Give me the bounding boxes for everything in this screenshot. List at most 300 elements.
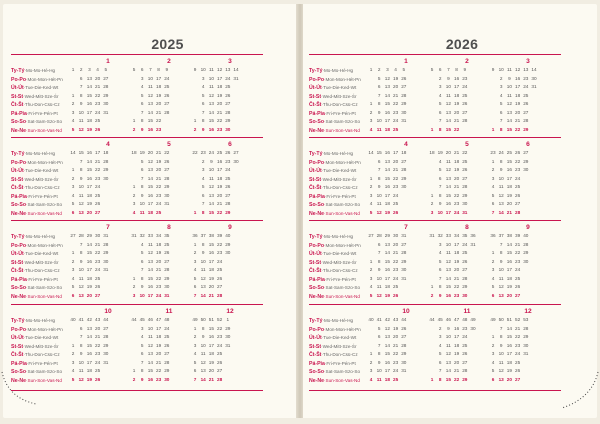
weekday-label [11,201,63,210]
day-cell: 13 [498,292,504,298]
day-cell: 23 [392,184,399,189]
day-cell: 28 [216,292,223,298]
week-number: 11 [208,67,214,72]
day-cell: 26 [401,325,407,331]
day-cell: 10 [498,175,504,181]
day-cell: 26 [164,92,170,98]
weekday-abbr: St-St [309,259,322,266]
day-cell: 18 [453,158,460,164]
weekday-abbr: Út-Út [309,168,322,174]
day-cell: 4 [193,267,197,272]
weekday-label [309,351,361,360]
day-cell: 13 [384,334,390,339]
day-cell: 29 [523,126,529,132]
weekday-names: ·Mo-Mo-Hé-Hg [322,151,354,156]
day-cell: 16 [86,351,92,356]
day-cell: 12 [147,342,153,348]
day-cell: 10 [376,368,382,373]
day-cell: 16 [384,359,390,365]
day-cell: 9 [79,351,83,356]
day-cell: 24 [392,192,399,198]
day-cell: 13 [445,359,451,365]
day-cell: 30 [103,258,109,264]
day-cell: 14 [147,267,153,272]
week-number: 8 [455,67,458,72]
day-cell: 3 [132,292,136,298]
day-cell: 30 [401,184,407,189]
weekday-abbr: Út-Út [11,335,24,341]
week-number: 8 [157,67,160,72]
weekday-abbr: Ty-Tý [309,68,323,74]
day-cell: 7 [377,342,381,348]
day-cell: 25 [392,126,399,132]
day-cell: 5 [193,359,197,365]
day-cell: 1 [193,241,197,247]
day-cell: 28 [462,368,468,373]
day-cell: 27 [401,241,407,247]
weekday-label [11,193,63,202]
day-cell: 27 [401,84,407,89]
weekday-label [11,176,63,185]
day-cell: 1 [193,118,197,123]
day-cell: 17 [147,201,153,206]
day-cell: 11 [376,126,382,132]
week-number: 51 [208,317,214,322]
week-number: 14 [531,67,537,72]
day-cell: 4 [71,275,75,281]
day-cell: 26 [164,342,170,348]
day-cell: 31 [225,342,231,348]
weekday-names: ·Mo-Mo-Hé-Hg [322,68,354,73]
day-cell: 13 [200,284,206,289]
day-cell: 29 [103,167,109,172]
weekday-abbr: Pá-Pia [309,110,325,117]
week-number: 4 [394,67,397,72]
day-cell: 5 [71,201,75,206]
day-cell: 16 [506,167,512,172]
day-cell: 27 [225,192,231,198]
day-cell: 22 [155,118,162,123]
day-cell: 22 [94,250,101,255]
quarter-top-rule [11,220,263,221]
day-cell: 10 [208,75,214,81]
weekday-abbr: Pá-Pia [11,110,27,117]
day-cell: 2 [132,192,136,198]
day-cell: 23 [94,175,101,181]
week-number: 48 [164,317,170,322]
day-cell: 24 [225,167,231,172]
day-cell: 21 [392,250,399,255]
day-cell: 3 [491,351,495,356]
day-cell: 24 [462,84,468,89]
day-cell: 25 [94,192,101,198]
day-cell: 20 [86,292,92,298]
weekday-names: ·Mo-Mo-Hé-Hg [24,234,56,239]
weekday-names: ·Mo-Mo-Hé-Hg [322,318,354,323]
day-cell: 31 [531,84,537,89]
day-cell: 13 [506,109,512,115]
weekday-label [11,118,63,127]
week-number: 15 [376,150,382,155]
day-cell: 27 [164,258,170,264]
day-cell: 3 [71,267,75,272]
day-cell: 4 [369,284,373,289]
day-cell: 31 [233,75,239,81]
day-cell: 21 [392,92,399,98]
day-cell: 2 [369,359,373,365]
day-cell: 30 [523,167,529,172]
day-cell: 24 [216,342,223,348]
week-number: 14 [70,150,76,155]
day-cell: 18 [384,201,390,206]
day-cell: 5 [71,126,75,132]
day-cell: 28 [462,118,468,123]
day-cell: 13 [208,192,214,198]
week-number: 18 [401,150,407,155]
page-curl-dots-left [0,368,40,408]
day-cell: 14 [445,184,451,189]
day-cell: 13 [498,201,504,206]
weekday-names: ·Tue-Die-Ked-Wt [23,85,59,90]
day-cell: 11 [506,92,512,98]
day-cell: 28 [514,209,521,215]
day-cell: 14 [86,158,92,164]
day-cell: 8 [499,158,503,164]
weekday-abbr: Ne-Ne [309,210,324,217]
weekday-label [309,276,361,285]
day-cell: 1 [71,342,75,348]
weekday-abbr: So-So [11,202,26,208]
day-cell: 13 [78,292,84,298]
day-cell: 3 [140,325,144,331]
day-cell: 4 [438,250,442,255]
week-number: 49 [490,317,496,322]
week-number: 32 [437,233,443,238]
week-number: 5 [132,67,136,72]
week-number: 20 [147,150,153,155]
day-cell: 23 [392,109,399,115]
day-cell: 25 [462,92,468,98]
day-cell: 14 [498,209,504,215]
day-cell: 7 [438,118,442,123]
day-cell: 1 [193,325,197,331]
quarter-top-rule [11,304,263,305]
month-number: 7 [404,224,408,231]
weekday-names: ·Fri-Fre-Pén-Pt [324,276,356,282]
weekday-names: ·Sun-Son-Vas-Nd [26,127,62,133]
day-cell: 14 [506,241,512,247]
weekday-abbr: Po-Po [11,326,26,333]
day-cell: 6 [79,75,83,81]
day-cell: 26 [94,201,101,206]
weekday-abbr: Čt-Št [11,352,24,358]
day-cell: 24 [94,184,101,189]
week-number: 6 [438,67,442,72]
week-number: 10 [498,67,504,72]
day-cell: 9 [79,258,83,264]
week-number: 48 [462,317,468,322]
weekday-abbr: Pá-Pia [309,193,325,200]
day-cell: 15 [86,342,92,348]
day-cell: 12 [78,376,84,382]
week-number: 28 [78,233,84,238]
day-cell: 10 [445,84,451,89]
day-cell: 12 [78,201,84,206]
day-cell: 5 [140,92,144,98]
quarter-top-rule [11,54,263,55]
day-cell: 12 [498,284,504,289]
weekday-labels [309,233,361,301]
day-cell: 16 [147,126,153,132]
day-cell: 24 [523,84,529,89]
day-cell: 6 [193,284,197,289]
day-cell: 13 [200,368,206,373]
day-cell: 17 [384,368,390,373]
day-cell: 11 [445,92,451,98]
day-cell: 21 [453,368,460,373]
weekday-names: ·Wed-Mitt-Sze-Śr [321,176,357,182]
week-number: 36 [470,233,476,238]
day-cell: 22 [94,342,101,348]
day-cell: 2 [132,126,136,132]
day-cell: 4 [201,175,205,181]
weekday-label [309,267,361,276]
day-cell: 29 [225,209,231,215]
week-number: 1 [226,317,230,322]
day-cell: 24 [164,325,170,331]
month-number: 1 [404,58,408,65]
week-number: 43 [392,317,399,322]
day-cell: 27 [523,109,529,115]
week-number: 30 [94,233,101,238]
day-cell: 28 [401,92,407,98]
day-cell: 17 [384,192,390,198]
day-cell: 28 [225,109,231,115]
day-cell: 6 [71,209,75,215]
day-cell: 5 [201,184,205,189]
month-number: 12 [226,308,234,315]
day-cell: 25 [523,92,529,98]
month-number: 6 [526,141,530,148]
day-cell: 12 [506,101,512,106]
day-cell: 28 [401,342,407,348]
day-cell: 10 [506,84,512,89]
week-number: 13 [225,67,231,72]
day-cell: 13 [86,325,92,331]
day-cell: 4 [140,84,144,89]
day-cell: 18 [506,275,512,281]
day-cell: 15 [445,284,451,289]
day-cell: 2 [491,258,495,264]
day-cell: 4 [438,92,442,98]
day-cell: 28 [401,167,407,172]
week-number: 11 [506,67,512,72]
day-cell: 27 [164,167,170,172]
day-cell: 8 [499,334,503,339]
day-cell: 7 [140,175,144,181]
day-cell: 11 [498,184,504,189]
day-cell: 8 [438,376,442,382]
weekday-label [309,167,361,176]
weekday-label [309,67,361,76]
day-cell: 5 [71,284,75,289]
weekday-abbr: Čt-Št [11,268,24,274]
day-cell: 26 [94,126,101,132]
day-cell: 14 [147,109,153,115]
day-cell: 28 [523,241,529,247]
weekday-label [309,233,361,242]
day-cell: 31 [401,118,407,123]
day-cell: 2 [438,325,442,331]
day-cell: 18 [384,126,390,132]
day-cell: 23 [462,75,468,81]
day-cell: 24 [514,351,521,356]
weekday-abbr: St-St [11,259,24,266]
day-cell: 18 [506,359,512,365]
day-cell: 25 [155,209,162,215]
month-number: 4 [404,141,408,148]
day-cell: 30 [462,292,468,298]
day-cell: 1 [369,351,373,356]
day-cell: 29 [401,175,407,181]
day-cell: 31 [103,109,109,115]
day-cell: 15 [147,275,153,281]
day-cell: 8 [140,368,144,373]
day-cell: 23 [94,351,101,356]
weekday-abbr: Ty-Tý [309,151,323,157]
day-cell: 21 [94,158,101,164]
week-number: 32 [139,233,145,238]
weekday-label [309,259,361,268]
weekday-names: ·Tue-Die-Ked-Wt [23,335,59,340]
day-cell: 14 [86,334,92,339]
day-cell: 16 [506,258,512,264]
day-cell: 24 [514,267,521,272]
weekday-names: ·Sun-Son-Vas-Nd [324,210,360,216]
day-cell: 1 [430,192,434,198]
day-cell: 11 [208,84,214,89]
day-cell: 1 [369,258,373,264]
week-number: 40 [368,317,374,322]
day-cell: 11 [376,376,382,382]
day-cell: 18 [155,334,162,339]
weekday-label [11,110,63,119]
week-number: 46 [147,317,153,322]
week-number: 27 [233,150,239,155]
day-cell: 24 [453,209,460,215]
day-cell: 12 [445,167,451,172]
week-number: 31 [131,233,137,238]
day-cell: 12 [376,292,382,298]
week-number: 26 [225,150,231,155]
day-cell: 2 [369,184,373,189]
day-cell: 29 [164,368,170,373]
weekday-names: ·Tue-Die-Ked-Wt [321,85,357,90]
day-cell: 16 [147,376,153,382]
day-cell: 26 [225,92,231,98]
day-cell: 12 [384,75,390,81]
day-cell: 21 [514,118,521,123]
weekday-label [11,326,63,335]
day-cell: 18 [155,84,162,89]
weekday-label [11,259,63,268]
day-cell: 23 [216,334,223,339]
day-cell: 19 [506,368,512,373]
day-cell: 14 [445,275,451,281]
week-number: 26 [514,150,521,155]
weekday-label [11,76,63,85]
weekday-label [309,93,361,102]
day-cell: 12 [147,250,153,255]
day-cell: 14 [384,250,390,255]
day-cell: 21 [392,342,399,348]
day-cell: 16 [86,175,92,181]
day-cell: 14 [86,84,92,89]
day-cell: 25 [225,84,231,89]
day-cell: 22 [216,241,223,247]
day-cell: 23 [453,292,460,298]
month-number: 2 [465,58,469,65]
day-cell: 15 [86,92,92,98]
day-cell: 3 [201,167,205,172]
day-cell: 28 [164,267,170,272]
day-cell: 22 [155,275,162,281]
weekday-labels [309,67,361,135]
day-cell: 5 [369,209,373,215]
day-cell: 7 [499,325,503,331]
month-number: 9 [228,224,232,231]
day-cell: 2 [430,292,434,298]
day-cell: 8 [201,241,205,247]
weekday-names: ·Sat-Sam-Szo-So [26,369,62,374]
weekday-label [11,167,63,176]
day-cell: 28 [164,175,170,181]
week-number: 40 [225,233,231,238]
day-cell: 3 [369,118,373,123]
day-cell: 30 [233,158,239,164]
day-cell: 4 [132,209,136,215]
week-number: 7 [447,67,450,72]
day-cell: 29 [523,334,529,339]
week-number: 6 [140,67,144,72]
day-cell: 9 [438,201,442,206]
day-cell: 29 [401,351,407,356]
day-cell: 3 [71,109,75,115]
day-cell: 25 [225,175,231,181]
quarter-top-rule [309,137,561,138]
day-cell: 11 [78,192,84,198]
weekday-abbr: Ne-Ne [11,377,26,384]
day-cell: 29 [164,184,170,189]
day-cell: 29 [401,101,407,106]
day-cell: 19 [216,184,223,189]
weekday-abbr: Čt-Št [309,268,322,274]
day-cell: 20 [94,75,101,81]
week-number: 52 [514,317,521,322]
day-cell: 24 [225,75,231,81]
day-cell: 2 [491,342,495,348]
day-cell: 19 [506,284,512,289]
day-cell: 8 [201,209,205,215]
day-cell: 26 [514,192,521,198]
weekday-abbr: Pá-Pia [309,360,325,367]
day-cell: 30 [103,351,109,356]
month-number: 9 [526,224,530,231]
week-number: 14 [233,67,239,72]
day-cell: 4 [71,118,75,123]
week-number: 24 [498,150,504,155]
day-cell: 23 [514,342,521,348]
